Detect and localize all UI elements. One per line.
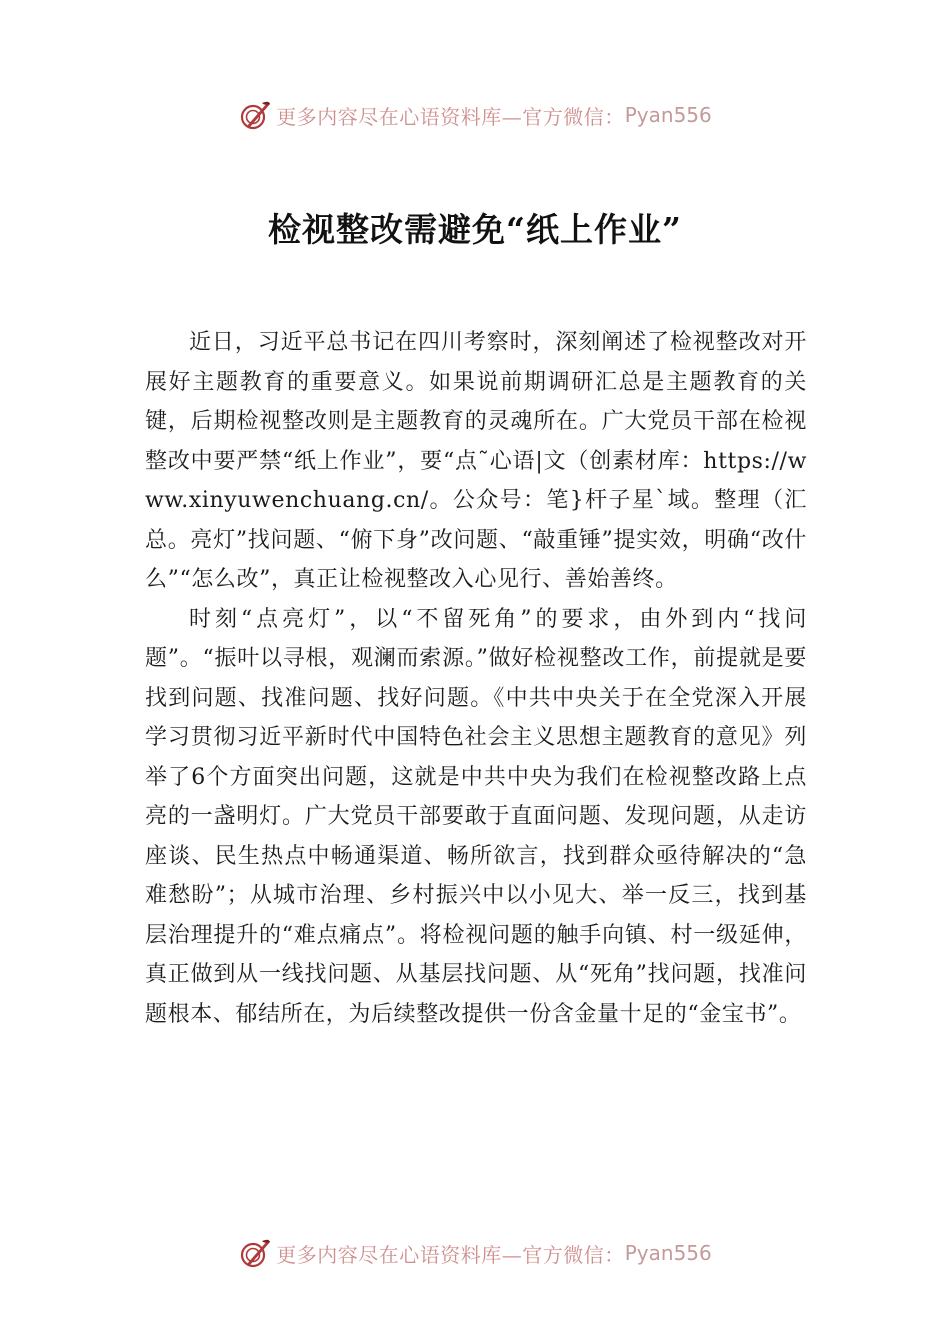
footer-banner [0,1233,950,1273]
document-title: 检视整改需避免“纸上作业” [268,210,682,249]
document-body [145,323,807,1034]
paragraph-1: 近日，习近平总书记在四川考察时，深刻阐述了检视整改对开展好主题教育的重要意义。如果说前期调研汇总是主题教育的关键，后期检视整改则是主题教育的灵魂所在。广大党员干部在检视整改中要严禁“纸上作业”，要“点˜心语|文（创素材库：https://www.xinyuwenchuang.cn/。公众号：笔}杆子星`域。整理（汇总。亮灯”找问题、“俯下身”改问题、“敲重锤”提实效，明确“改什么”“怎么改”，真正让检视整改入心见行、善始善终。 [145,330,807,592]
quill-pen-logo-icon [238,98,272,132]
header-banner [0,95,950,135]
banner-text: 更多内容尽在心语资料库—官方微信： [276,104,625,129]
banner-text: 更多内容尽在心语资料库—官方微信： [276,1242,625,1267]
banner-wechat-id: Pyan556 [624,1241,712,1265]
banner-wechat-id: Pyan556 [624,103,712,127]
quill-pen-logo-icon [238,1236,272,1270]
paragraph-2: 时刻“点亮灯”，以“不留死角”的要求，由外到内“找问题”。“振叶以寻根，观澜而索源。”做好检视整改工作，前提就是要找到问题、找准问题、找好问题。《中共中央关于在全党深入开展学习贯彻习近平新时代中国特色社会主义思想主题教育的意见》列举了6个方面突出问题，这就是中共中央为我们在检视整改路上点亮的一盏明灯。广大党员干部要敢于直面问题、发现问题，从走访座谈、民生热点中畅通渠道、畅所欲言，找到群众亟待解决的“急难愁盼”；从城市治理、乡村振兴中以小见大、举一反三，找到基层治理提升的“难点痛点”。将检视问题的触手向镇、村一级延伸，真正做到从一线找问题、从基层找问题、从“死角”找问题，找准问题根本、郁结所在，为后续整改提供一份含金量十足的“金宝书”。 [145,606,807,1027]
